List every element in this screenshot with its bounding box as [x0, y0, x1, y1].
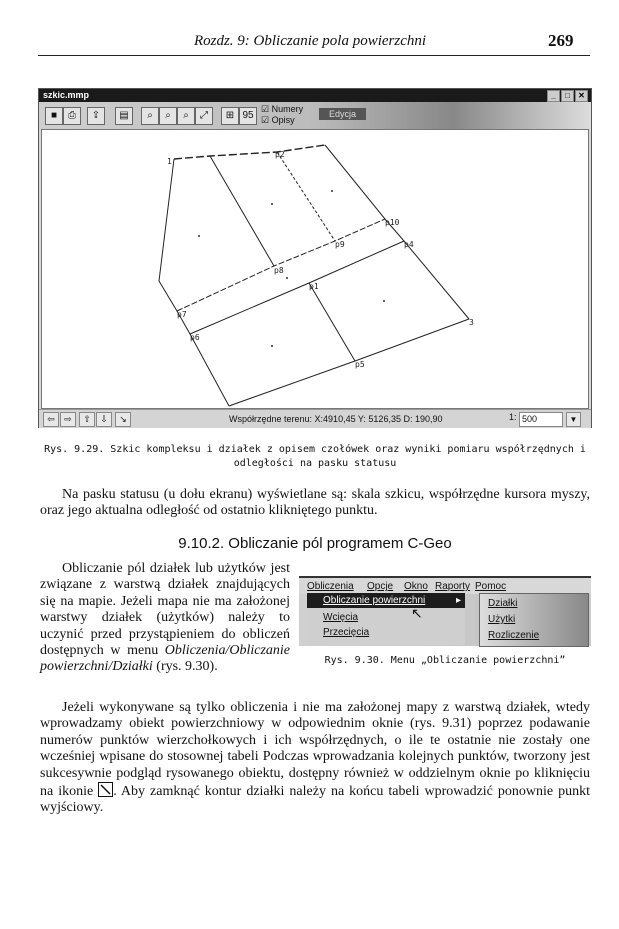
paragraph-text: Obliczanie pól działek lub użytków jest związane z warstwą działek znajdujących się na mapie. Jeżeli mapa nie ma założonej warstwy działek (użytków) należy to uczynić przed przystąpieniem do obliczeń dostępnych w menu: [40, 561, 290, 659]
menu-pomoc[interactable]: Pomoc: [475, 581, 507, 592]
sketch-window-screenshot: [38, 88, 592, 428]
header-rule: [38, 55, 590, 56]
submenu-arrow-icon: ▸: [455, 595, 461, 606]
menubar: [299, 576, 591, 594]
zoom-out-icon[interactable]: ⌕: [159, 107, 177, 125]
menu-okno[interactable]: Okno: [404, 581, 428, 592]
draw-preview-icon: [98, 782, 113, 797]
parcel-sketch: [42, 130, 588, 408]
minimize-icon[interactable]: _: [547, 90, 560, 102]
point-label: p6: [190, 333, 200, 342]
paragraph-text: Jeżeli wykonywane są tylko obliczenia i nie ma założonej mapy z warstwą działek, wtedy wprowadzamy obiekt powierzchniowy w odpowiednim oknie (rys. 9.31) poprzez podawanie numerów punktów wierzchołkowych i ich współrzędnych, o ile te ostatnie nie zostały one wcześniej wpisane do stosownej tabeli Podczas wprowadzania kolejnych punktów, tworzony jest sukcesywnie podgląd rysowanego obiektu, dostępny również w oddzielnym oknie po kliknięciu na ikonie: [40, 700, 590, 800]
close-icon[interactable]: ✕: [575, 90, 588, 102]
pan-right-icon[interactable]: ⇨: [60, 412, 76, 427]
figure-caption: Rys. 9.30. Menu „Obliczanie powierzchni”: [324, 655, 566, 666]
figure-caption: Rys. 9.29. Szkic kompleksu i działek z opisem czołówek oraz wyniki pomiaru współrzędnych i odległości na pasku statusu: [44, 444, 586, 469]
menu-screenshot: [299, 576, 591, 646]
menu-item-przeciecia[interactable]: Przecięcia: [323, 627, 370, 638]
pan-left-icon[interactable]: ⇦: [43, 412, 59, 427]
parcel-line: [277, 152, 335, 241]
menu-obliczenia[interactable]: Obliczenia: [307, 581, 354, 592]
cursor-coordinates: Współrzędne terenu: X:4910,45 Y: 5126,35 D: 190,90: [229, 414, 443, 424]
sketch-canvas[interactable]: [41, 129, 589, 409]
save-icon[interactable]: ■: [45, 107, 63, 125]
paragraph: [40, 561, 290, 676]
point-label: p10: [385, 218, 400, 227]
point-label: p7: [177, 310, 187, 319]
scale-button[interactable]: 95: [239, 107, 257, 125]
menu-raporty[interactable]: Raporty: [435, 581, 471, 592]
descriptions-label: Opisy: [271, 115, 295, 125]
point-label: p5: [355, 360, 365, 369]
window-title: szkic.mmp: [43, 90, 90, 100]
chevron-down-icon[interactable]: ▼: [566, 412, 581, 427]
zoom-window-icon[interactable]: ⌕: [177, 107, 195, 125]
window-titlebar: [39, 89, 591, 102]
status-bar: [39, 409, 591, 428]
parcel-line: [210, 156, 274, 266]
scale-prefix: 1:: [509, 412, 517, 422]
paragraph: [40, 700, 590, 817]
menu-opcje[interactable]: Opcje: [367, 581, 394, 592]
page-number: 269: [548, 31, 574, 50]
dropdown-menu: [307, 593, 465, 645]
figure-reference: (rys. 9.30).: [152, 659, 218, 675]
running-header: Rozdz. 9: Obliczanie pola powierzchni: [193, 33, 427, 49]
toolbar: [39, 102, 591, 129]
pan-down-icon[interactable]: ⇩: [96, 412, 112, 427]
menu-item-wciecia[interactable]: Wcięcia: [323, 612, 359, 623]
numbers-checkbox[interactable]: ☑ Numery: [261, 104, 304, 114]
parcel-boundary-top: [174, 145, 325, 159]
menu-path: Obliczenia/Obliczanie powierzchni/Działki: [40, 643, 290, 675]
point-label: p2: [275, 150, 285, 159]
menu-item-uzytki[interactable]: Użytki: [488, 614, 516, 625]
pan-up-icon[interactable]: ⇧: [79, 412, 95, 427]
numbers-label: Numery: [271, 104, 304, 114]
point-label: p4: [404, 240, 414, 249]
paragraph-text: Na pasku statusu (u dołu ekranu) wyświetlane są: skala szkicu, współrzędne kursora myszy, oraz jego aktualna odległość od ostatnio klikniętego punktu.: [40, 487, 590, 519]
grid-icon[interactable]: ⊞: [221, 107, 239, 125]
edit-button[interactable]: Edycja: [319, 108, 366, 120]
point-label: 3: [469, 318, 474, 327]
zoom-all-icon[interactable]: ⤢: [195, 107, 213, 125]
export-icon[interactable]: ⇪: [87, 107, 105, 125]
scale-input[interactable]: 500: [519, 412, 563, 427]
point-label: p1: [309, 282, 319, 291]
point-label: 1: [167, 157, 172, 166]
parcel-boundary-left: [159, 159, 229, 406]
mouse-cursor-icon: ↖: [411, 605, 423, 621]
menu-item-obliczanie-powierzchni[interactable]: [307, 593, 465, 608]
point-label: p8: [274, 266, 284, 275]
parcel-boundary-bottom: [229, 319, 469, 406]
parcel-line: [190, 241, 404, 334]
parcel-boundary-right: [325, 145, 469, 319]
submenu: [479, 593, 589, 647]
parcel-line: [309, 283, 355, 361]
descriptions-checkbox[interactable]: ☑ Opisy: [261, 115, 295, 125]
paragraph: [40, 487, 590, 520]
paragraph-text: . Aby zamknąć kontur działki należy na końcu tabeli wprowadzić ponownie punkt wyjściowy.: [40, 784, 590, 816]
parcel-centroids: [198, 190, 385, 347]
print-icon[interactable]: ⎙: [63, 107, 81, 125]
parcel-line: [177, 219, 385, 311]
layers-icon[interactable]: ▤: [115, 107, 133, 125]
section-heading: 9.10.2. Obliczanie pól programem C-Geo: [178, 535, 452, 552]
point-label: p9: [335, 240, 345, 249]
menu-item-rozliczenie[interactable]: Rozliczenie: [488, 630, 540, 641]
menu-item-dzialki[interactable]: Działki: [488, 598, 518, 609]
zoom-in-icon[interactable]: ⌕: [141, 107, 159, 125]
measure-line-icon[interactable]: ↘: [115, 412, 131, 427]
menu-item-label: Obliczanie powierzchni: [323, 595, 426, 606]
maximize-icon[interactable]: □: [561, 90, 574, 102]
